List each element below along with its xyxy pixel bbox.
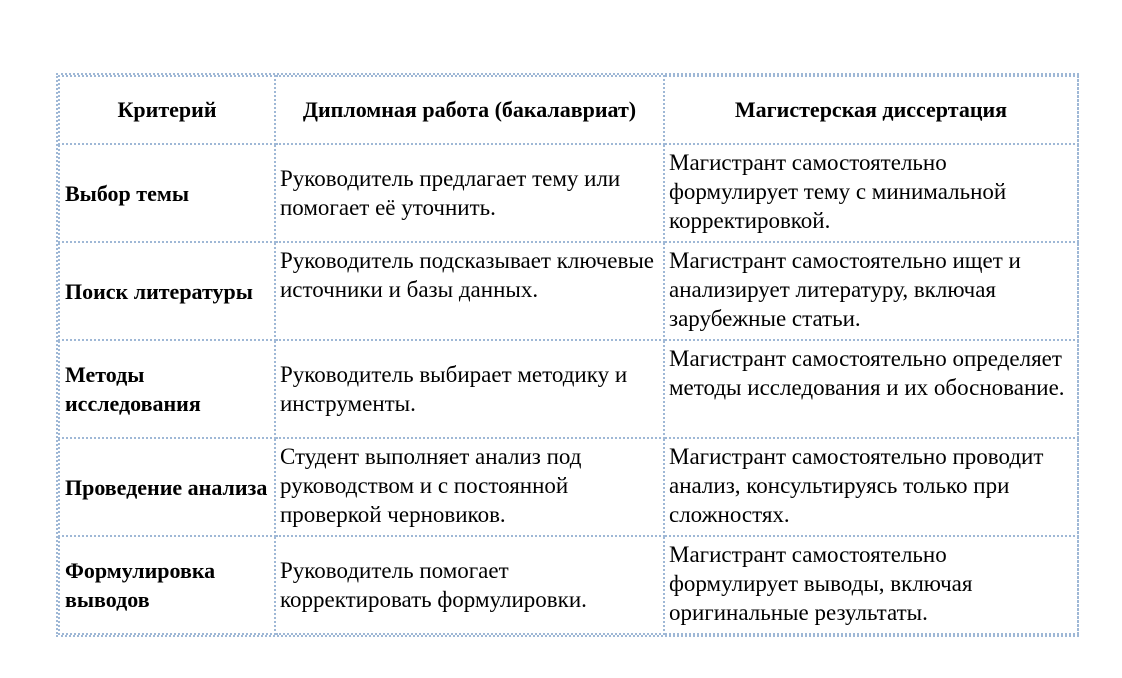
table-row: [59, 242, 1078, 340]
bachelor-cell: Руководитель подсказывает ключевые источники и базы данных.: [275, 242, 664, 340]
table-row: [59, 438, 1078, 536]
master-cell: Магистрант самостоятельно определяет методы исследования и их обоснование.: [664, 340, 1078, 438]
bachelor-cell: Руководитель помогает корректировать формулировки.: [275, 536, 664, 634]
comparison-table: [56, 73, 1079, 637]
table-row: [59, 536, 1078, 634]
header-criterion: Критерий: [59, 76, 275, 144]
master-cell: Магистрант самостоятельно ищет и анализирует литературу, включая зарубежные статьи.: [664, 242, 1078, 340]
comparison-table-grid: [58, 75, 1079, 635]
table-row: [59, 340, 1078, 438]
criterion-cell: Поиск литературы: [59, 242, 275, 340]
header-master: Магистерская диссертация: [664, 76, 1078, 144]
header-row: [59, 76, 1078, 144]
bachelor-cell: Руководитель выбирает методику и инструменты.: [275, 340, 664, 438]
criterion-cell: Формулировка выводов: [59, 536, 275, 634]
criterion-cell: Проведение анализа: [59, 438, 275, 536]
criterion-cell: Выбор темы: [59, 144, 275, 242]
bachelor-cell: Руководитель предлагает тему или помогает её уточнить.: [275, 144, 664, 242]
master-cell: Магистрант самостоятельно проводит анализ, консультируясь только при сложностях.: [664, 438, 1078, 536]
master-cell: Магистрант самостоятельно формулирует тему с минимальной корректировкой.: [664, 144, 1078, 242]
master-cell: Магистрант самостоятельно формулирует выводы, включая оригинальные результаты.: [664, 536, 1078, 634]
bachelor-cell: Студент выполняет анализ под руководством и с постоянной проверкой черновиков.: [275, 438, 664, 536]
header-bachelor: Дипломная работа (бакалавриат): [275, 76, 664, 144]
table-row: [59, 144, 1078, 242]
criterion-cell: Методы исследования: [59, 340, 275, 438]
